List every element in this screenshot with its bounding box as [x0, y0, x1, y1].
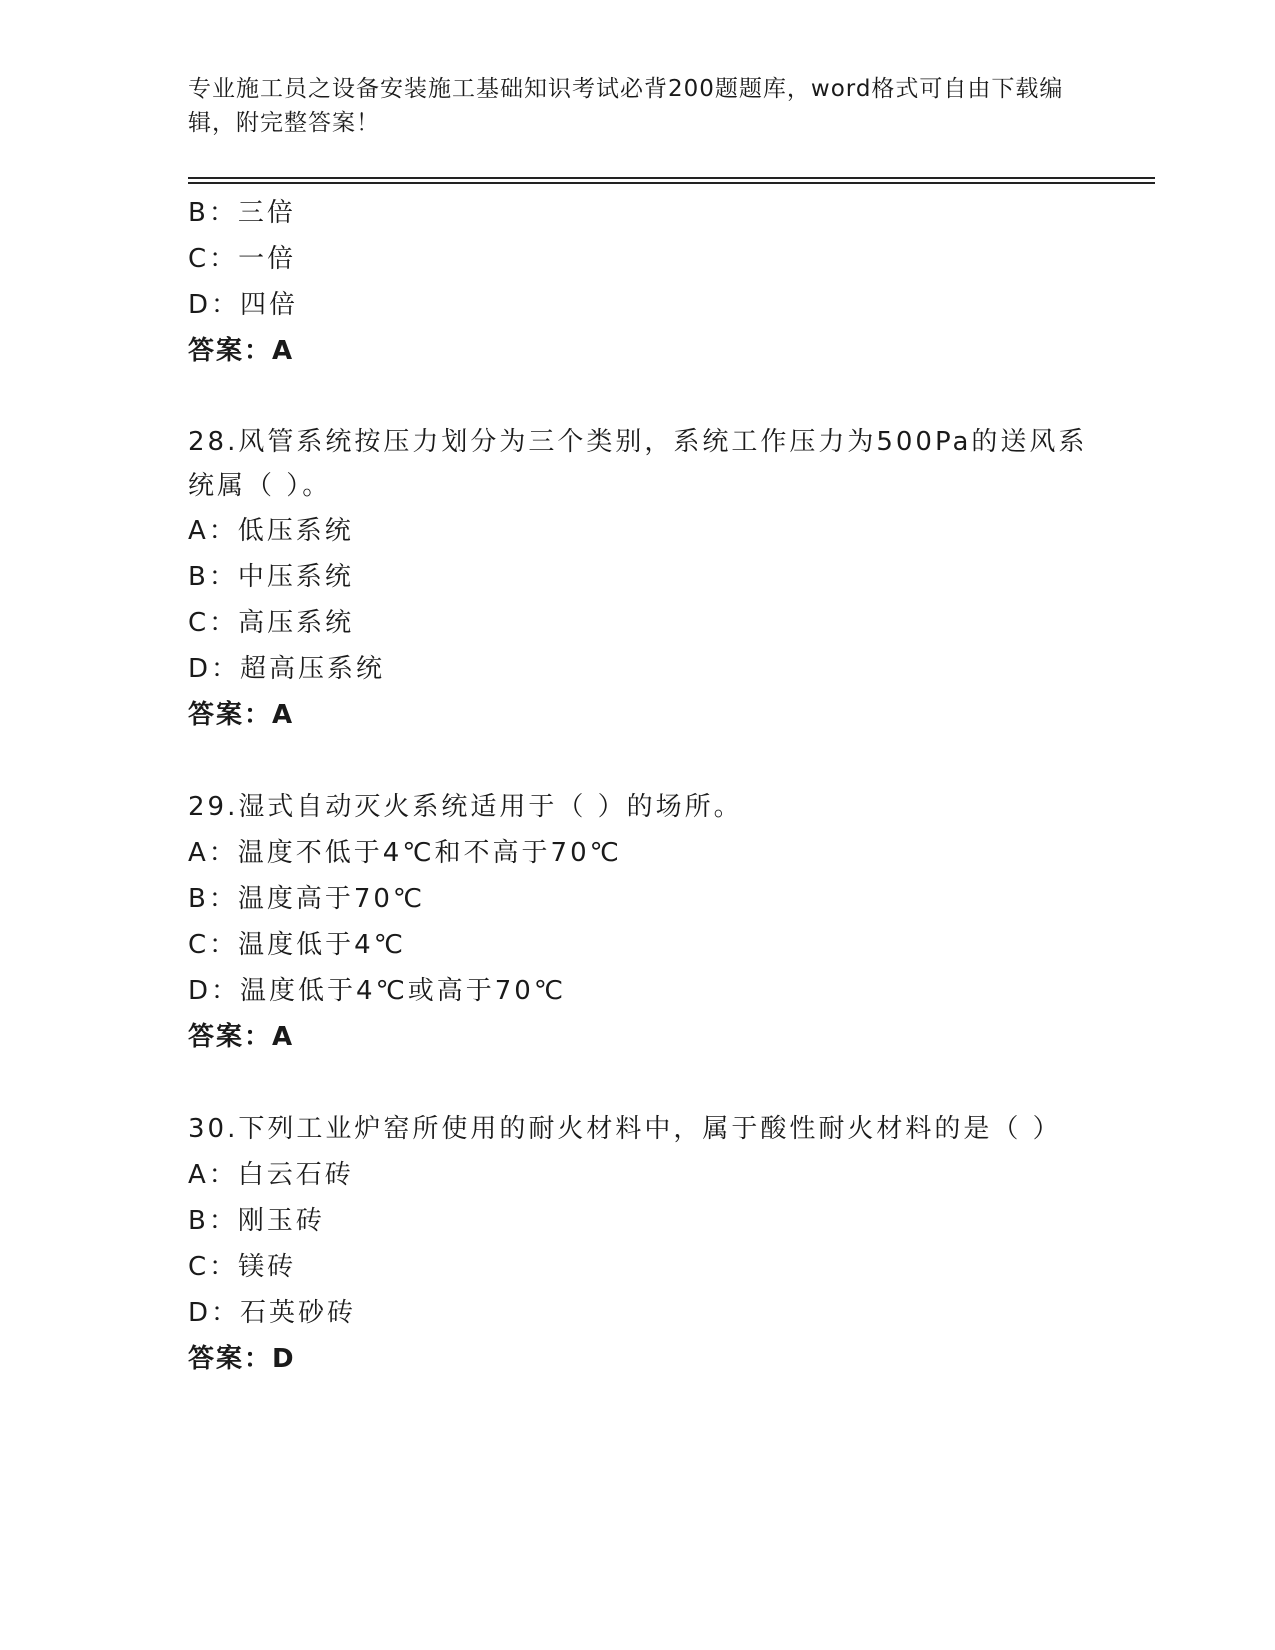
option-b: B：中压系统	[188, 562, 354, 592]
option-a: A：温度不低于4℃和不高于70℃	[188, 838, 622, 868]
spacer	[188, 374, 1088, 420]
answer: 答案：A	[188, 336, 295, 366]
question-block	[188, 784, 1088, 1060]
document-header: 专业施工员之设备安装施工基础知识考试必背200题题库，word格式可自由下载编辑，附完整答案！	[188, 76, 1064, 136]
option-b: B：三倍	[188, 198, 296, 228]
option-a: A：白云石砖	[188, 1160, 354, 1190]
option-a: A：低压系统	[188, 516, 354, 546]
question-block	[188, 190, 1088, 374]
option-c: C：温度低于4℃	[188, 930, 406, 960]
option-d: D：石英砂砖	[188, 1298, 357, 1328]
question-stem: 28.风管系统按压力划分为三个类别，系统工作压力为500Pa的送风系统属（ ）。	[188, 427, 1088, 501]
option-d: D：超高压系统	[188, 654, 386, 684]
question-block	[188, 420, 1088, 738]
question-stem: 30.下列工业炉窑所使用的耐火材料中，属于酸性耐火材料的是（ ）	[188, 1114, 1062, 1144]
header-rule-bottom	[188, 182, 1155, 184]
answer: 答案：A	[188, 1022, 295, 1052]
header-rule-top	[188, 177, 1155, 179]
answer: 答案：D	[188, 1344, 296, 1374]
question-stem: 29.湿式自动灭火系统适用于（ ）的场所。	[188, 792, 743, 822]
option-c: C：镁砖	[188, 1252, 297, 1282]
option-c: C：一倍	[188, 244, 297, 274]
answer: 答案：A	[188, 700, 295, 730]
question-block	[188, 1106, 1088, 1382]
spacer	[188, 738, 1088, 784]
option-b: B：刚玉砖	[188, 1206, 325, 1236]
spacer	[188, 1060, 1088, 1106]
question-list	[188, 190, 1088, 1382]
option-d: D：四倍	[188, 290, 299, 320]
option-d: D：温度低于4℃或高于70℃	[188, 976, 567, 1006]
option-b: B：温度高于70℃	[188, 884, 426, 914]
option-c: C：高压系统	[188, 608, 355, 638]
